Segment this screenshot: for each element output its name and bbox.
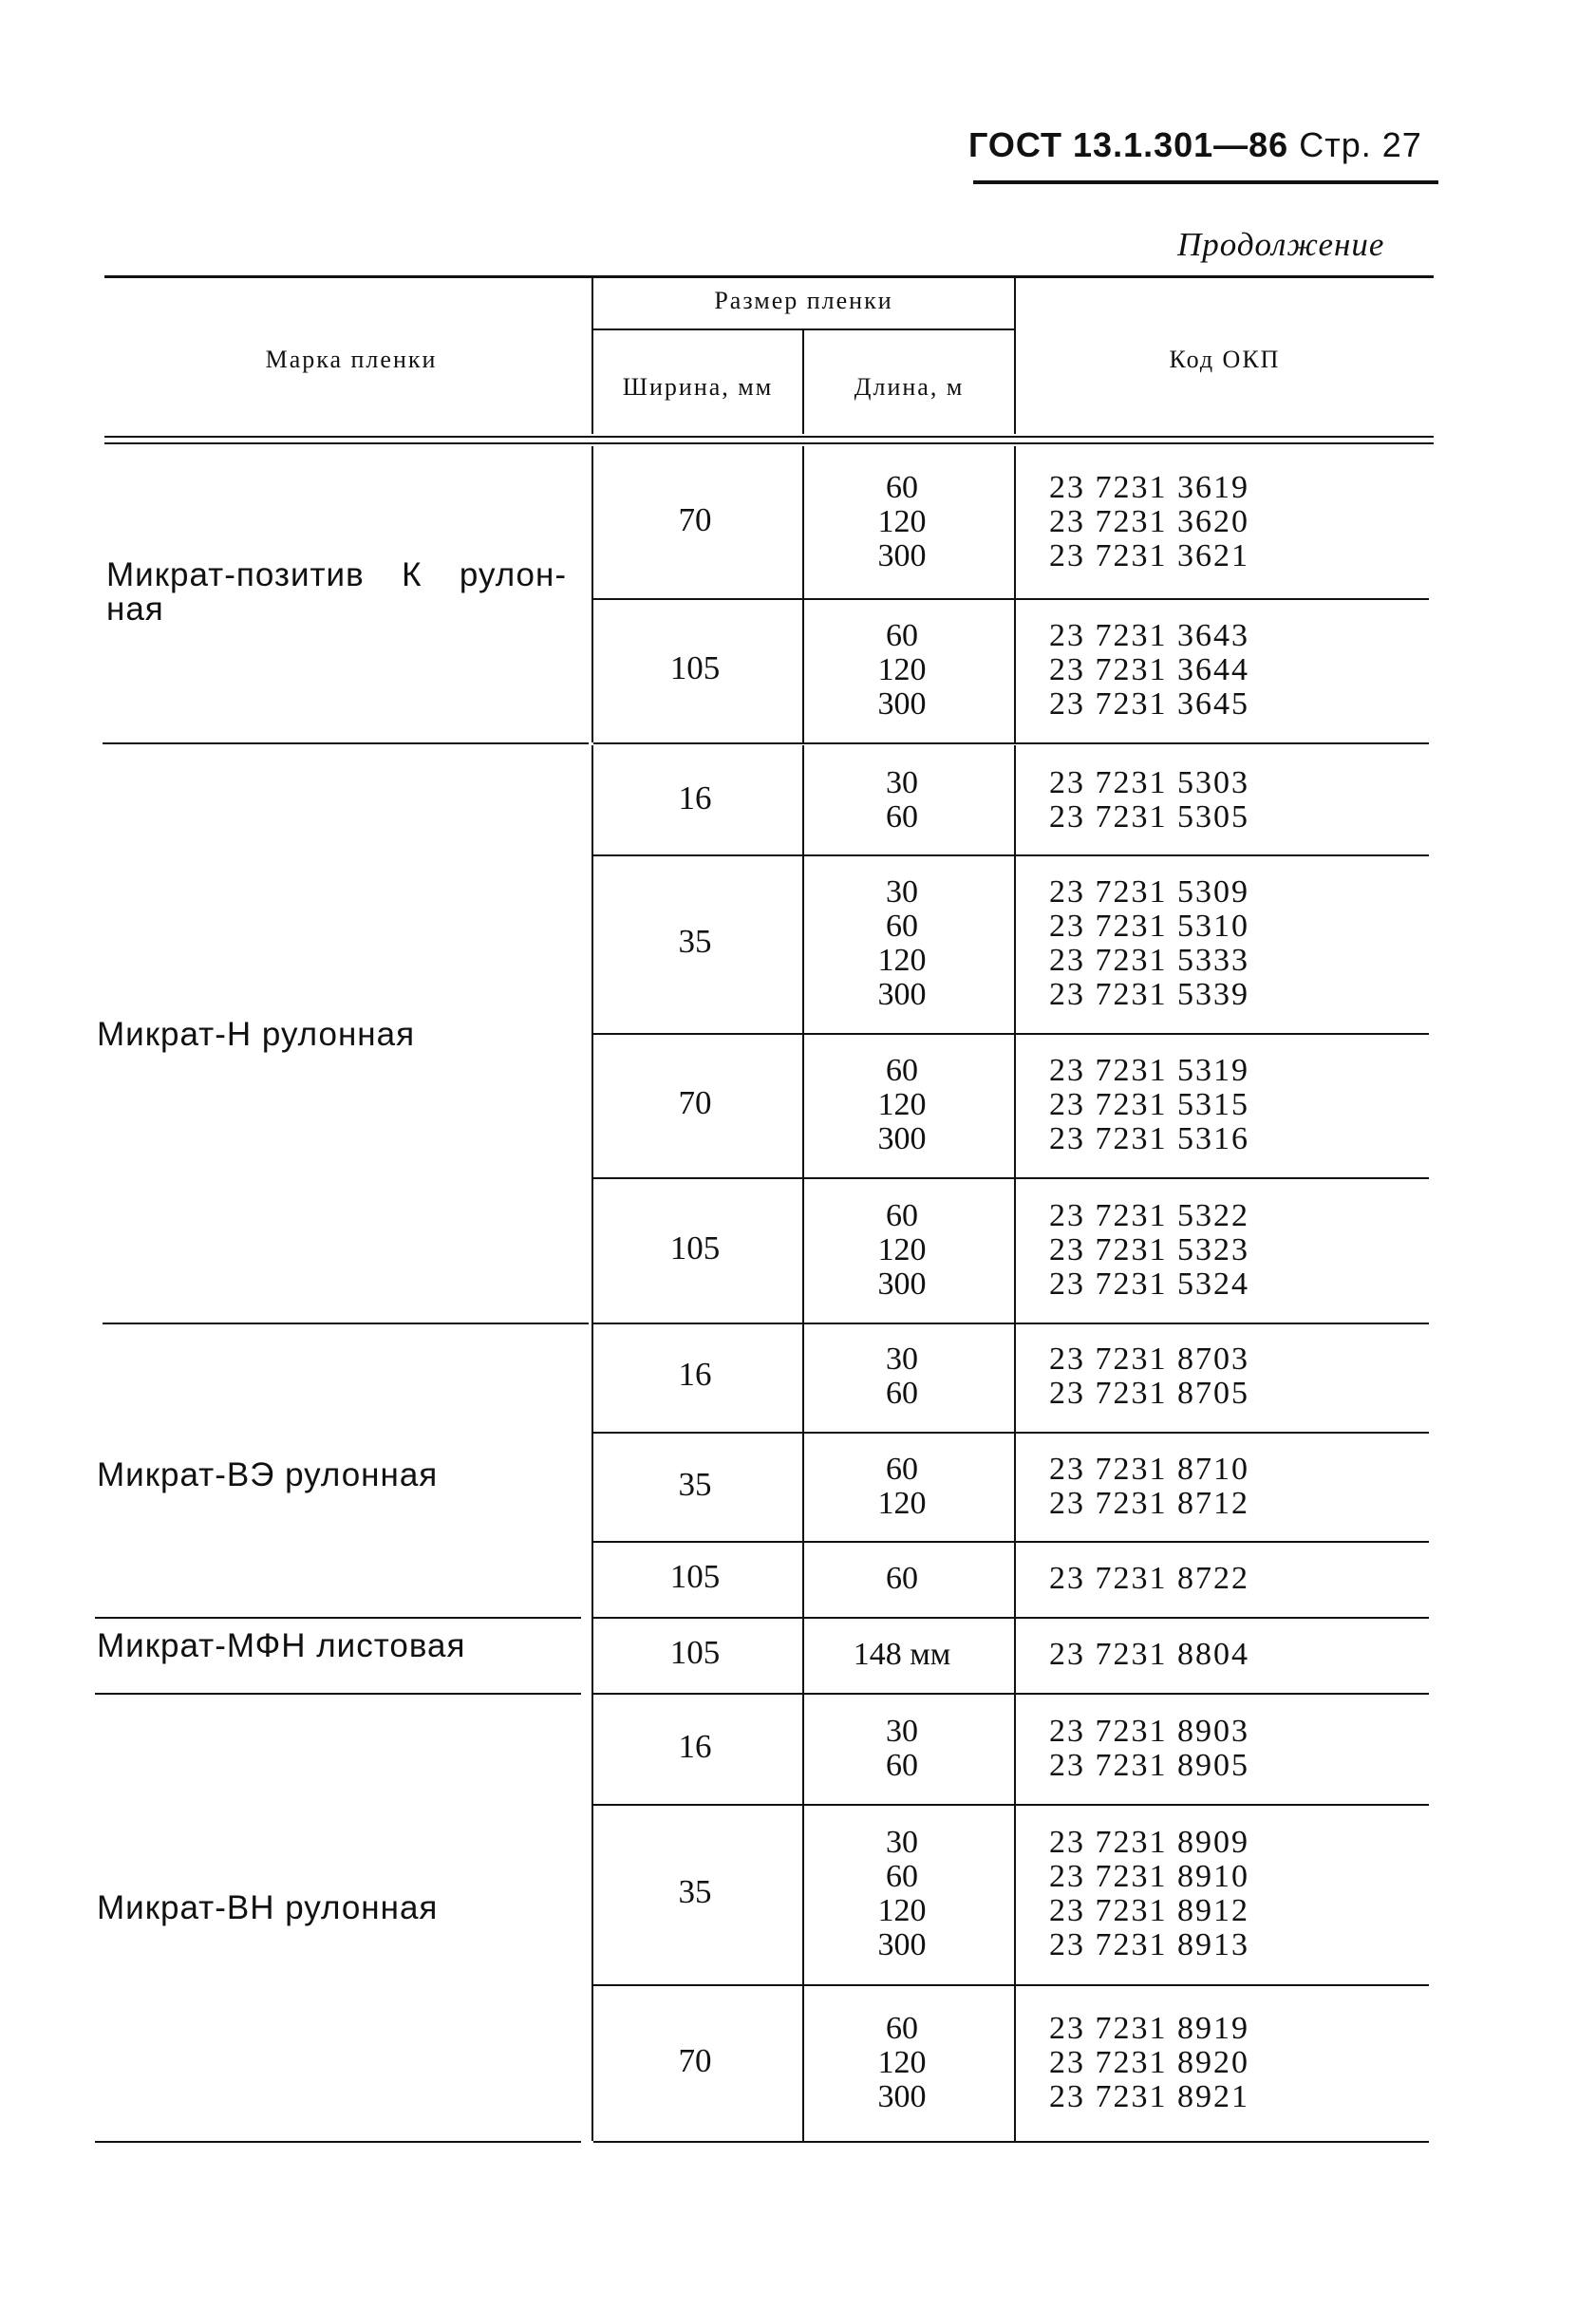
continued-label: Продолжение xyxy=(1177,226,1385,263)
column-divider xyxy=(802,1693,804,1804)
okp-code: 23 7231 8910 xyxy=(1049,1859,1249,1894)
column-header-width: Ширина, мм xyxy=(622,373,774,401)
column-header-brand: Марка пленки xyxy=(265,346,438,373)
okp-code: 23 7231 5316 xyxy=(1049,1121,1249,1156)
film-brand xyxy=(97,1891,572,1925)
column-divider xyxy=(1014,1432,1016,1541)
column-divider xyxy=(802,1432,804,1541)
column-divider xyxy=(802,598,804,742)
okp-code: 23 7231 3621 xyxy=(1049,538,1249,573)
column-divider xyxy=(802,1984,804,2141)
film-length: 120 xyxy=(877,1485,927,1521)
okp-code: 23 7231 5322 xyxy=(1049,1197,1249,1233)
okp-code: 23 7231 8919 xyxy=(1049,2010,1249,2046)
film-length: 300 xyxy=(877,686,927,722)
film-brand-line: Микрат-МФН листовая xyxy=(97,1627,466,1664)
film-length: 60 xyxy=(886,1747,918,1783)
column-divider xyxy=(1014,1177,1016,1323)
column-divider xyxy=(591,1804,593,1984)
film-length: 120 xyxy=(877,1087,927,1122)
film-length: 300 xyxy=(877,977,927,1012)
row-rule xyxy=(593,1693,1429,1695)
film-width: 105 xyxy=(669,1229,721,1267)
column-divider xyxy=(591,745,593,854)
film-length: 300 xyxy=(877,1121,927,1156)
okp-code: 23 7231 8920 xyxy=(1049,2044,1249,2080)
film-length: 120 xyxy=(877,1893,927,1928)
film-brand xyxy=(97,1629,572,1663)
film-length: 60 xyxy=(886,1859,918,1894)
film-length: 30 xyxy=(886,874,918,910)
film-width: 16 xyxy=(678,779,712,816)
column-divider xyxy=(1014,1033,1016,1177)
film-length: 30 xyxy=(886,1825,918,1860)
table-header-rule xyxy=(104,442,1434,444)
film-length: 30 xyxy=(886,764,918,800)
okp-code: 23 7231 5303 xyxy=(1049,764,1249,800)
column-divider xyxy=(591,598,593,742)
okp-code: 23 7231 8912 xyxy=(1049,1893,1249,1928)
okp-code: 23 7231 5324 xyxy=(1049,1266,1249,1302)
film-length: 60 xyxy=(886,618,918,653)
table-header-rule xyxy=(104,436,1434,438)
okp-code: 23 7231 8921 xyxy=(1049,2078,1249,2114)
film-length: 300 xyxy=(877,538,927,573)
film-length: 300 xyxy=(877,2078,927,2114)
okp-code: 23 7231 8903 xyxy=(1049,1713,1249,1749)
column-divider xyxy=(1014,745,1016,854)
okp-code: 23 7231 5319 xyxy=(1049,1053,1249,1088)
okp-code: 23 7231 3645 xyxy=(1049,686,1249,722)
film-length: 120 xyxy=(877,1231,927,1267)
column-divider xyxy=(591,1693,593,1804)
film-length: 60 xyxy=(886,1451,918,1487)
row-rule xyxy=(593,1323,1429,1324)
column-divider xyxy=(802,1033,804,1177)
film-length: 60 xyxy=(886,1197,918,1233)
document-title: ГОСТ 13.1.301—86 xyxy=(968,125,1289,164)
film-length: 300 xyxy=(877,1927,927,1962)
column-divider xyxy=(591,854,593,1033)
column-divider xyxy=(1014,1322,1016,1432)
okp-code: 23 7231 5333 xyxy=(1049,943,1249,978)
column-divider xyxy=(591,446,593,598)
film-width: 16 xyxy=(678,1727,712,1765)
okp-code: 23 7231 5310 xyxy=(1049,909,1249,944)
column-divider xyxy=(1014,1804,1016,1984)
column-header-size: Размер пленки xyxy=(714,287,893,314)
column-divider xyxy=(802,1804,804,1984)
column-divider xyxy=(802,854,804,1033)
film-width: 70 xyxy=(678,501,712,538)
okp-code: 23 7231 5315 xyxy=(1049,1087,1249,1122)
film-brand xyxy=(97,1018,572,1052)
column-divider xyxy=(591,1322,593,1432)
film-brand xyxy=(106,558,581,627)
film-width: 35 xyxy=(678,1465,712,1503)
row-rule xyxy=(593,742,1429,744)
film-length: 148 мм xyxy=(853,1637,951,1672)
film-length: 300 xyxy=(877,1266,927,1302)
row-rule xyxy=(593,1541,1429,1543)
column-divider xyxy=(591,1541,593,1617)
group-rule xyxy=(103,1323,589,1324)
okp-code: 23 7231 5323 xyxy=(1049,1231,1249,1267)
film-length: 30 xyxy=(886,1713,918,1749)
film-brand xyxy=(97,1458,572,1492)
group-rule xyxy=(103,742,589,744)
film-brand-line: Микрат-Н рулонная xyxy=(97,1016,416,1053)
film-length: 60 xyxy=(886,798,918,835)
film-width: 105 xyxy=(669,1634,721,1671)
row-rule xyxy=(593,1617,1429,1619)
okp-code: 23 7231 5305 xyxy=(1049,798,1249,835)
row-rule xyxy=(593,1804,1429,1806)
group-rule xyxy=(95,2141,581,2143)
column-divider xyxy=(1014,1541,1016,1617)
column-divider xyxy=(802,1541,804,1617)
film-length: 120 xyxy=(877,504,927,539)
okp-code: 23 7231 8710 xyxy=(1049,1451,1249,1487)
group-rule xyxy=(95,1617,581,1619)
okp-code: 23 7231 5339 xyxy=(1049,977,1249,1012)
column-divider xyxy=(591,1432,593,1541)
film-brand-line: Микрат-позитив К рулон- xyxy=(106,556,567,593)
column-divider xyxy=(802,745,804,854)
row-rule xyxy=(593,854,1429,856)
column-divider xyxy=(802,1177,804,1323)
film-width: 16 xyxy=(678,1356,712,1393)
table-top-rule xyxy=(104,275,1434,278)
row-rule xyxy=(593,1432,1429,1434)
column-divider xyxy=(1014,1984,1016,2141)
film-width: 70 xyxy=(678,2041,712,2079)
film-width: 70 xyxy=(678,1084,712,1121)
okp-code: 23 7231 3644 xyxy=(1049,652,1249,687)
okp-code: 23 7231 8703 xyxy=(1049,1342,1249,1377)
okp-code: 23 7231 8909 xyxy=(1049,1825,1249,1860)
film-brand-line: Микрат-ВН рулонная xyxy=(97,1889,439,1926)
column-divider xyxy=(591,1033,593,1177)
film-length: 120 xyxy=(877,943,927,978)
film-length: 60 xyxy=(886,909,918,944)
column-divider xyxy=(1014,446,1016,598)
page-number: Стр. 27 xyxy=(1299,125,1422,164)
row-rule xyxy=(593,2141,1429,2143)
okp-code: 23 7231 5309 xyxy=(1049,874,1249,910)
film-brand-line: Микрат-ВЭ рулонная xyxy=(97,1456,439,1493)
row-rule xyxy=(593,1177,1429,1179)
okp-code: 23 7231 8905 xyxy=(1049,1747,1249,1783)
column-divider xyxy=(802,1617,804,1693)
okp-code: 23 7231 8722 xyxy=(1049,1561,1249,1596)
film-length: 30 xyxy=(886,1342,918,1377)
film-length: 60 xyxy=(886,470,918,505)
column-divider xyxy=(802,1322,804,1432)
film-width: 35 xyxy=(678,1873,712,1910)
film-length: 60 xyxy=(886,1376,918,1411)
header-rule xyxy=(973,180,1438,184)
column-divider xyxy=(591,1984,593,2141)
table-header-subrule xyxy=(593,328,1014,330)
film-width: 105 xyxy=(669,649,721,686)
column-divider xyxy=(1014,1693,1016,1804)
film-length: 120 xyxy=(877,2044,927,2080)
column-divider xyxy=(1014,1617,1016,1693)
column-divider xyxy=(1014,854,1016,1033)
page-header xyxy=(968,125,1443,165)
film-length: 60 xyxy=(886,2010,918,2046)
film-length: 120 xyxy=(877,652,927,687)
okp-code: 23 7231 3619 xyxy=(1049,470,1249,505)
column-header-length: Длина, м xyxy=(854,373,965,401)
group-rule xyxy=(95,1693,581,1695)
column-divider xyxy=(802,446,804,598)
okp-code: 23 7231 3620 xyxy=(1049,504,1249,539)
column-header-code: Код ОКП xyxy=(1169,346,1281,373)
okp-code: 23 7231 3643 xyxy=(1049,618,1249,653)
column-divider xyxy=(1014,598,1016,742)
film-brand-line: ная xyxy=(106,591,164,628)
row-rule xyxy=(593,598,1429,600)
row-rule xyxy=(593,1984,1429,1986)
film-width: 35 xyxy=(678,923,712,960)
column-divider xyxy=(591,1177,593,1323)
okp-code: 23 7231 8913 xyxy=(1049,1927,1249,1962)
okp-code: 23 7231 8712 xyxy=(1049,1485,1249,1521)
okp-code: 23 7231 8705 xyxy=(1049,1376,1249,1411)
row-rule xyxy=(593,1033,1429,1035)
okp-code: 23 7231 8804 xyxy=(1049,1637,1249,1672)
film-length: 60 xyxy=(886,1561,918,1596)
film-length: 60 xyxy=(886,1053,918,1088)
column-divider xyxy=(591,1617,593,1693)
film-width: 105 xyxy=(669,1558,721,1595)
